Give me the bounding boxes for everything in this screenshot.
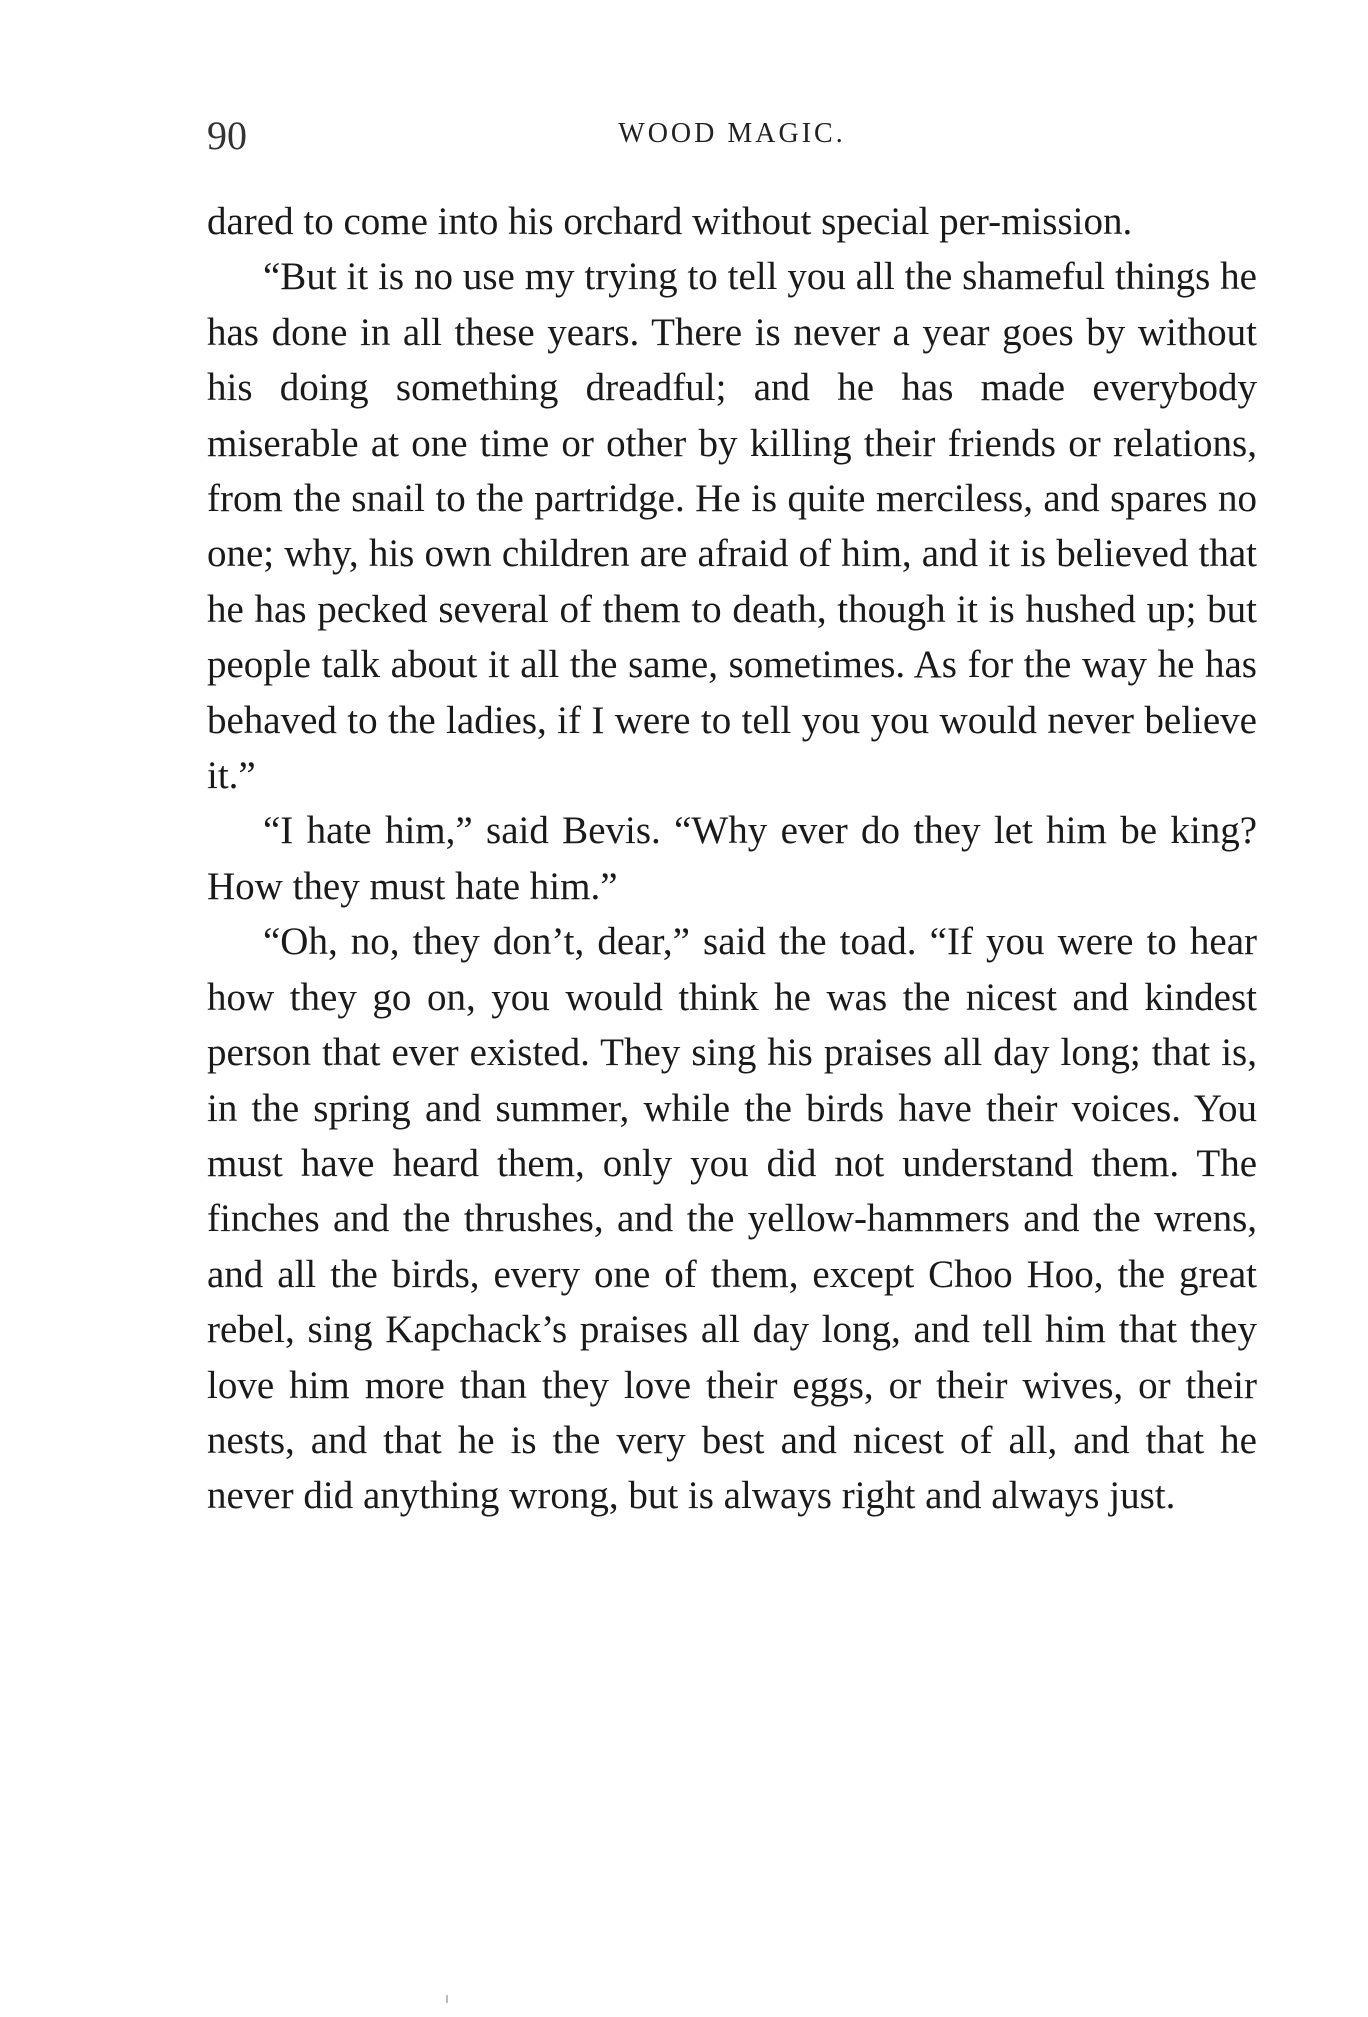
running-head: [207, 112, 1257, 162]
book-title: WOOD MAGIC.: [618, 118, 846, 149]
page-number: 90: [207, 113, 247, 158]
paragraph-continuation: dared to come into his orchard without special per-mission.: [207, 200, 1133, 243]
paragraph-toad-answer: “Oh, no, they don’t, dear,” said the toad. “If you were to hear how they go on, you would think he was the nicest and kindest person that ever existed. They sing his praises all day long; that is, in the spring and summer, while the birds have their voices. You must have heard them, only you did not understand them. The finches and the thrushes, and the yellow-hammers and the wrens, and all the birds, every one of them, except Choo Hoo, the great rebel, sing Kapchack’s praises all day long, and tell him that they love him more than they love their eggs, or their wives, or their nests, and that he is the very best and nicest of all, and that he never did anything wrong, but is always right and always just.: [207, 920, 1257, 1518]
body-text: [207, 194, 1257, 1524]
paragraph-toad-speech: “But it is no use my trying to tell you all the shameful things he has done in all these years. There is never a year goes by without his doing something dreadful; and he has made everybody miserable at one time or other by killing their friends or relations, from the snail to the partridge. He is quite merciless, and spares no one; why, his own children are afraid of him, and it is believed that he has pecked several of them to death, though it is hushed up; but people talk about it all the same, sometimes. As for the way he has behaved to the ladies, if I were to tell you you would never believe it.”: [207, 255, 1257, 798]
paragraph-bevis-reply: “I hate him,” said Bevis. “Why ever do they let him be king? How they must hate him.”: [207, 809, 1257, 908]
print-mark: [446, 1995, 448, 2003]
